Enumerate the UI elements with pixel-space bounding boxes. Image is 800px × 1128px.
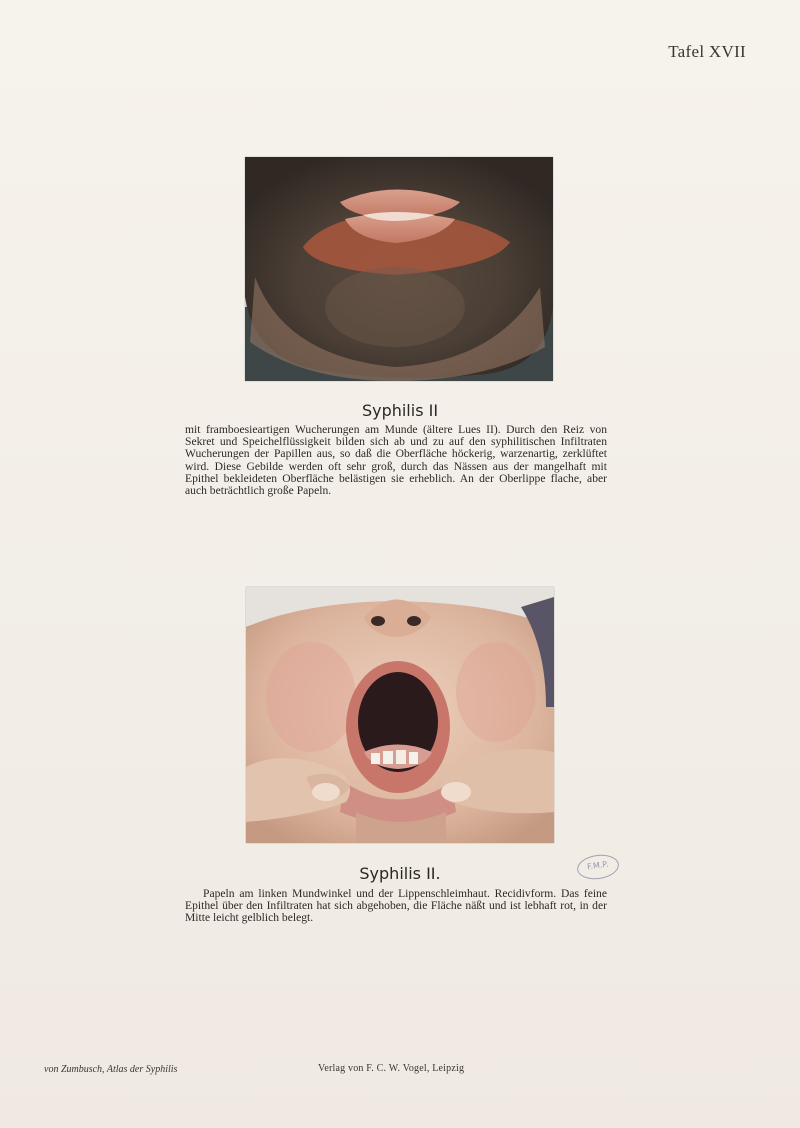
- clinical-photo-open-mouth: [246, 587, 554, 843]
- figure-description: Papeln am linken Mundwinkel und der Lippenschleimhaut. Recidivform. Das feine Epithel über den Infiltraten hat sich abgehoben, die Fläche näßt und ist lebhaft rot, in der Mitte leicht gelblich belegt.: [185, 887, 607, 925]
- figure-description: mit framboesieartigen Wucherungen am Munde (ältere Lues II). Durch den Reiz von Sekret und Speichelflüssigkeit bilden sich ab und zu auf den syphilitischen Infiltraten Wucherungen der Papillen aus, so daß die Oberfläche höckerig, warzenartig, zerklüftet wird. Diese Gebilde werden oft sehr groß, durch das Nässen aus der mangelhaft mit Epithel bekleideten Oberfläche belästigen sie erheblich. An der Oberlippe flache, aber auch beträchtlich große Papeln.: [185, 423, 607, 498]
- footer-publisher: Verlag von F. C. W. Vogel, Leipzig: [318, 1063, 465, 1074]
- plate-number: Tafel XVII: [668, 42, 746, 61]
- library-stamp: F.M.P.: [576, 852, 621, 882]
- figure-title: Syphilis II: [361, 401, 439, 420]
- figure-title: Syphilis II.: [359, 864, 441, 883]
- footer-book-title: von Zumbusch, Atlas der Syphilis: [44, 1064, 178, 1075]
- clinical-photo-bearded-mouth: [245, 157, 553, 381]
